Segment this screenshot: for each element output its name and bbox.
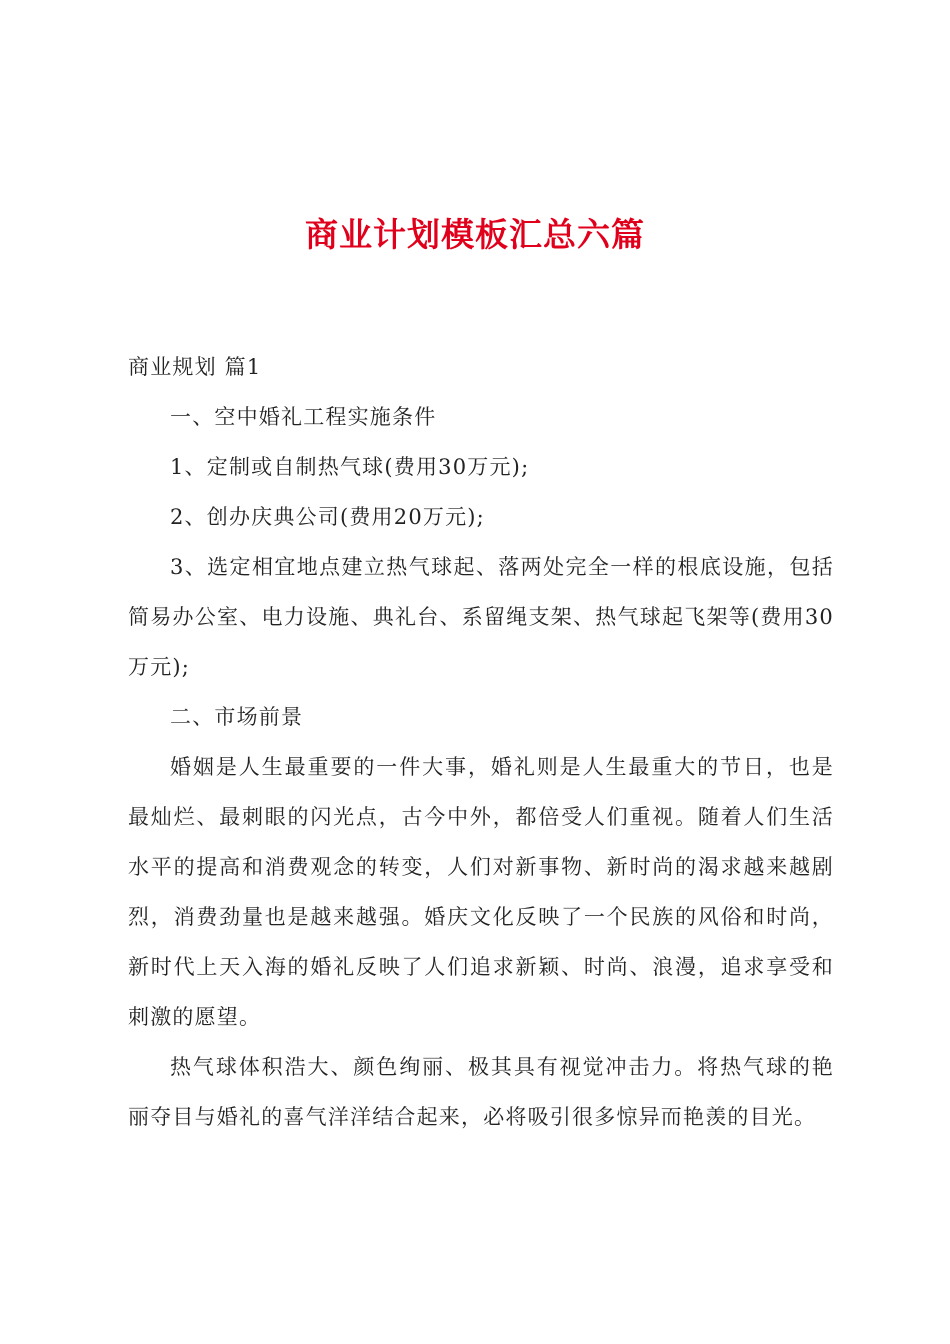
paragraph: 3、选定相宜地点建立热气球起、落两处完全一样的根底设施，包括简易办公室、电力设施、典礼台、系留绳支架、热气球起飞架等(费用30万元); [128, 555, 834, 679]
document-title: 商业计划模板汇总六篇 [305, 215, 645, 254]
paragraph: 婚姻是人生最重要的一件大事，婚礼则是人生最重大的节日，也是最灿烂、最刺眼的闪光点，古今中外，都倍受人们重视。随着人们生活水平的提高和消费观念的转变，人们对新事物、新时尚的渴求越来越剧烈，消费劲量也是越来越强。婚庆文化反映了一个民族的风俗和时尚，新时代上天入海的婚礼反映了人们追求新颖、时尚、浪漫，追求享受和刺激的愿望。 [128, 755, 834, 1029]
section-heading: 商业规划 篇1 [128, 355, 262, 379]
paragraph: 一、空中婚礼工程实施条件 [170, 405, 437, 429]
paragraph: 二、市场前景 [170, 705, 304, 729]
paragraph: 热气球体积浩大、颜色绚丽、极其具有视觉冲击力。将热气球的艳丽夺目与婚礼的喜气洋洋结合起来，必将吸引很多惊异而艳羡的目光。 [128, 1055, 834, 1129]
document-body [128, 342, 834, 1142]
paragraph: 2、创办庆典公司(费用20万元); [170, 505, 485, 529]
paragraph: 1、定制或自制热气球(费用30万元); [170, 455, 530, 479]
